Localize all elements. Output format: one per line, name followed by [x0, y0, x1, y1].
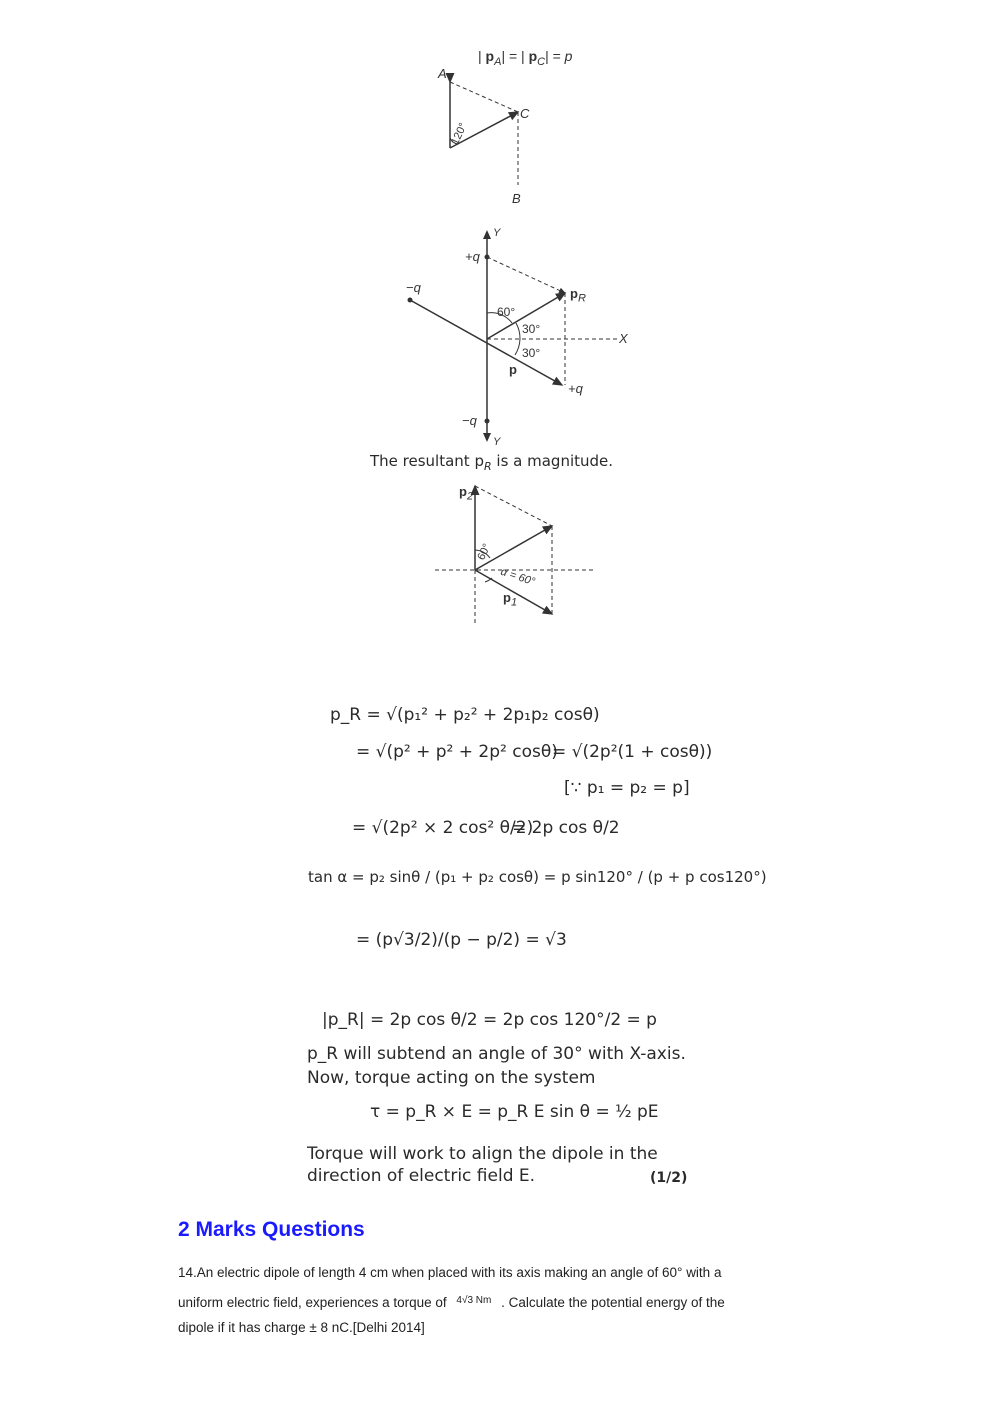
charge-minus-q-left: −q	[406, 280, 421, 295]
math-line10: τ = p_R × E = p_R E sin θ = ½ pE	[370, 1102, 659, 1122]
label-p: p	[509, 362, 517, 377]
math-line7: |p_R| = 2p cos θ/2 = 2p cos 120°/2 = p	[322, 1010, 657, 1030]
math-line6: = (p√3/2)/(p − p/2) = √3	[356, 930, 567, 950]
question-line2: uniform electric field, experiences a torque of $^{4√3 Nm}$ . Calculate the potential energy of the	[178, 1295, 725, 1310]
label-p2: $p_2$	[459, 484, 474, 503]
math-line4a: = √(2p² × 2 cos² θ/2)	[352, 818, 534, 838]
dipole-triangle-diagram	[420, 60, 580, 220]
charge-plus-q-top: +q	[465, 249, 480, 264]
math-line12: direction of electric field E.	[307, 1166, 536, 1186]
section-heading: 2 Marks Questions	[178, 1218, 365, 1241]
question-line1: 14.An electric dipole of length 4 cm when placed with its axis making an angle of 60° with a	[178, 1265, 722, 1280]
dashed-top-to-pR	[487, 257, 565, 293]
math-line1: p_R = √(p₁² + p₂² + 2p₁p₂ cosθ)	[330, 705, 600, 725]
label-B: B	[512, 191, 521, 206]
angle-60-label-d3: 60°	[475, 541, 494, 563]
question-line3: dipole if it has charge ± 8 nC.[Delhi 2014]	[178, 1320, 425, 1335]
charge-plus-q-right: +q	[568, 381, 583, 396]
math-line9: Now, torque acting on the system	[307, 1068, 596, 1088]
angle-120-label: 120°	[449, 121, 470, 147]
label-p1: $p_1$	[503, 590, 518, 609]
math-line5: tan α = p₂ sinθ / (p₁ + p₂ cosθ) = p sin120° / (p + p cos120°)	[308, 868, 767, 886]
math-line2b: = √(2p²(1 + cosθ))	[552, 742, 713, 762]
angle-30b-label: 30°	[522, 346, 541, 360]
label-A: A	[438, 66, 447, 81]
label-Y-bottom: Y	[493, 436, 501, 448]
math-line11: Torque will work to align the dipole in the	[307, 1144, 658, 1164]
angle-60-label: 60°	[497, 305, 516, 319]
marks-label: (1/2)	[650, 1170, 688, 1186]
label-C: C	[520, 106, 530, 121]
charge-minus-q-bottom: −q	[462, 413, 477, 428]
resultant-vector-diagram	[430, 478, 605, 628]
dashed-line-AC	[450, 82, 518, 112]
label-X: X	[619, 331, 628, 346]
math-line2a: = √(p² + p² + 2p² cosθ)	[356, 742, 558, 762]
dipole-diagonal	[410, 300, 562, 385]
dipole-axes-diagram	[400, 225, 650, 450]
torque-value: 4√3 Nm	[456, 1295, 492, 1306]
resultant-caption: The resultant $p_R$ is a magnitude.	[370, 452, 614, 473]
math-line4b: = 2p cos θ/2	[512, 818, 620, 838]
diagram1-caption: | $p_A|$ = | $p_C| = p$	[478, 48, 573, 68]
label-pR: $p_R$	[570, 286, 586, 305]
math-line8: p_R will subtend an angle of 30° with X-axis.	[307, 1044, 686, 1064]
alpha-label: α = 60°	[499, 565, 537, 589]
math-line3: [∵ p₁ = p₂ = p]	[564, 778, 690, 798]
label-Y-top: Y	[493, 227, 501, 239]
angle-30a-label: 30°	[522, 322, 541, 336]
